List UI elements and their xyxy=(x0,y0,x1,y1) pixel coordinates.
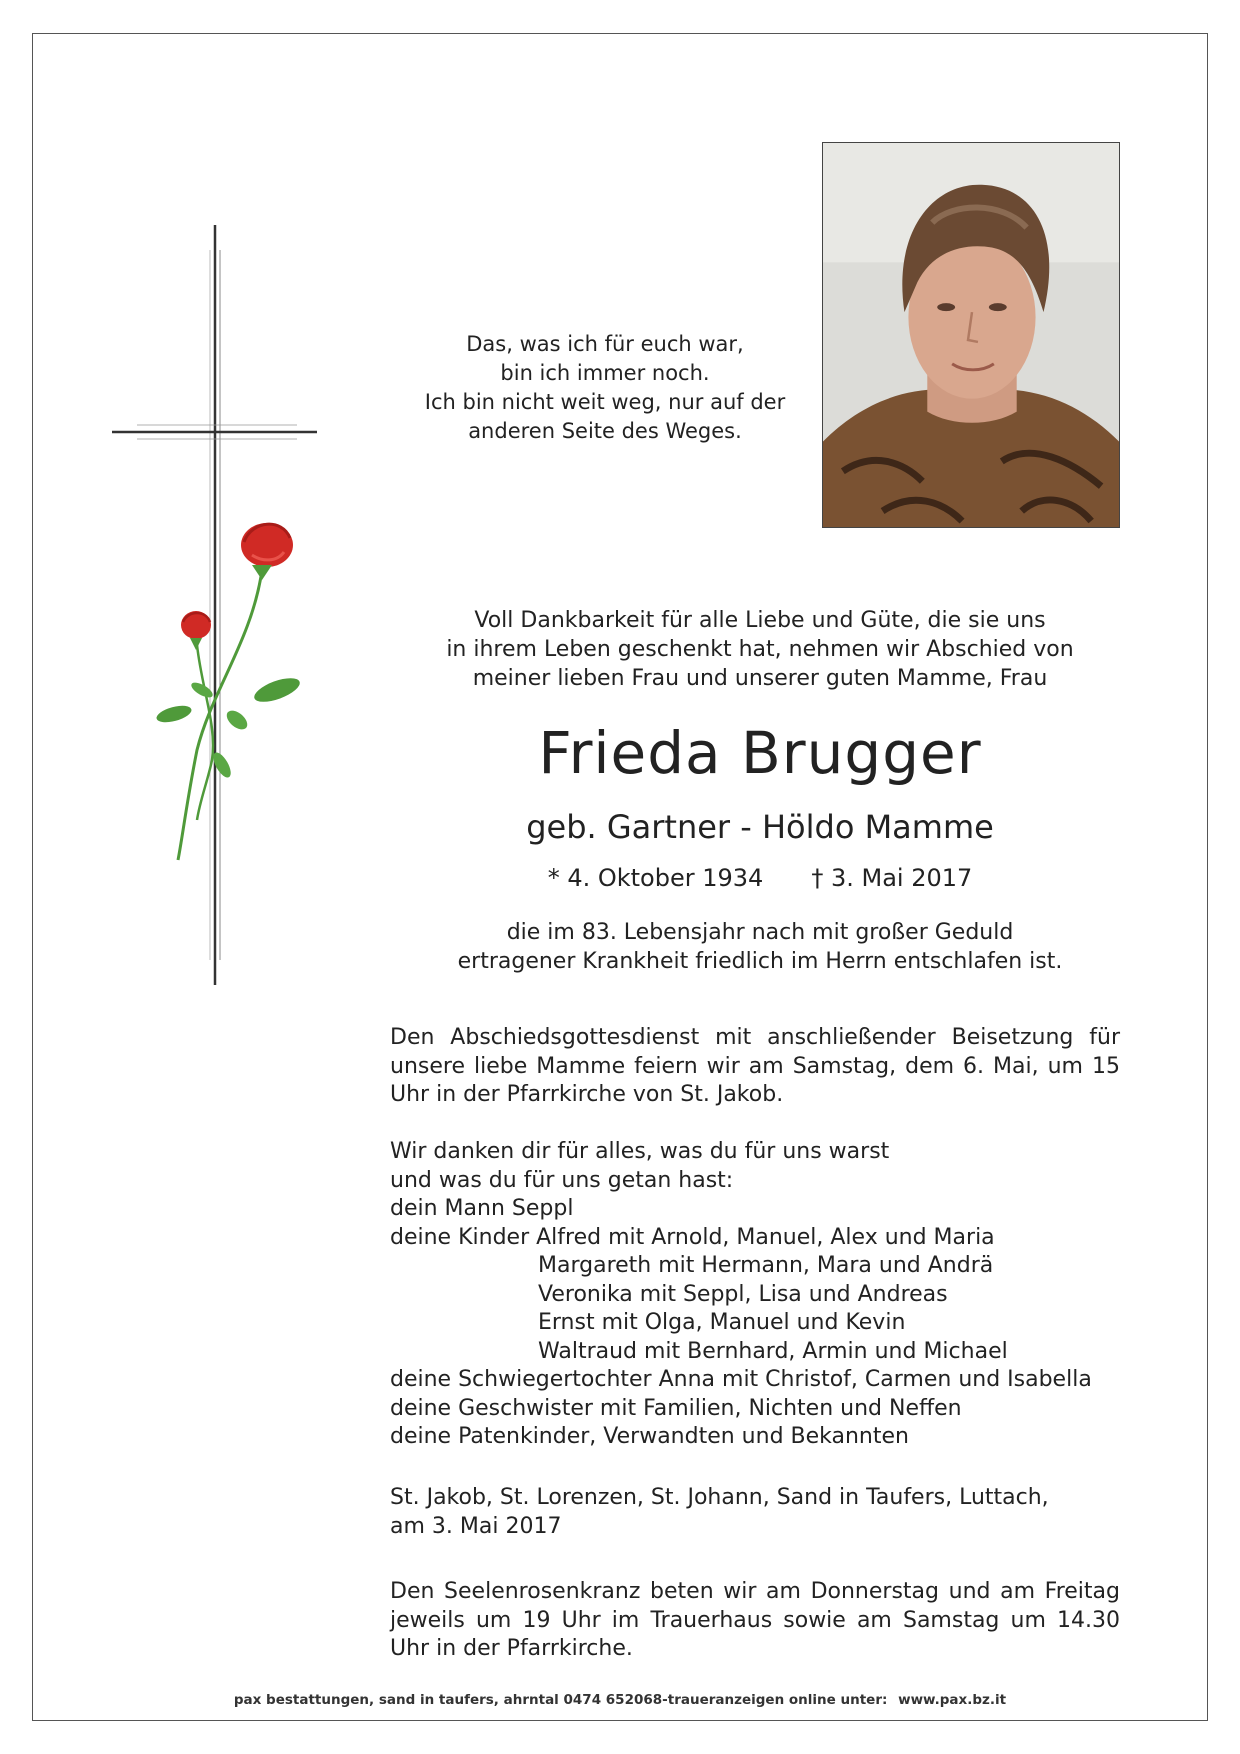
thanks-line: deine Schwiegertochter Anna mit Christof, Carmen und Isabella xyxy=(390,1367,1092,1392)
maiden-name: geb. Gartner - Höldo Mamme xyxy=(526,808,994,846)
place-and-date xyxy=(390,1484,1120,1541)
date-line: am 3. Mai 2017 xyxy=(390,1513,562,1539)
portrait-photo xyxy=(822,142,1120,528)
life-dates xyxy=(380,862,1140,894)
quote-line: anderen Seite des Weges. xyxy=(468,419,742,443)
thanks-line: dein Mann Seppl xyxy=(390,1196,574,1221)
thanks-line: und was du für uns getan hast: xyxy=(390,1167,734,1193)
death-text-line: die im 83. Lebensjahr nach mit großer Geduld xyxy=(506,920,1014,945)
thanks-line: deine Kinder Alfred mit Arnold, Manuel, Alex und Maria xyxy=(390,1224,995,1250)
cross-with-roses-image xyxy=(112,220,322,990)
deceased-name: Frieda Brugger xyxy=(538,719,982,787)
child-line: Ernst mit Olga, Manuel und Kevin xyxy=(538,1310,906,1335)
child-line: Veronika mit Seppl, Lisa und Andreas xyxy=(538,1281,948,1307)
intro-line: meiner lieben Frau und unserer guten Mamme, Frau xyxy=(472,666,1048,691)
rosary-notice: Den Seelenrosenkranz beten wir am Donnerstag und am Freitag jeweils um 19 Uhr im Trauerhaus sowie am Samstag um 14.30 Uhr in der Pfarrkirche. xyxy=(390,1579,1120,1661)
place-line: St. Jakob, St. Lorenzen, St. Johann, Sand in Taufers, Luttach, xyxy=(390,1485,1049,1510)
thanks-line: Wir danken dir für alles, was du für uns warst xyxy=(390,1139,890,1164)
footer-company: pax bestattungen, sand in taufers, ahrntal 0474 652068-traueranzeigen online unter: xyxy=(233,1692,888,1708)
thanks-line: deine Geschwister mit Familien, Nichten und Neffen xyxy=(390,1395,962,1421)
footer xyxy=(0,1692,1240,1708)
death-date: † 3. Mai 2017 xyxy=(811,864,973,892)
quote-line: bin ich immer noch. xyxy=(500,361,710,385)
intro-text xyxy=(380,606,1140,693)
thanks-list xyxy=(390,1138,1120,1452)
quote-line: Das, was ich für euch war, xyxy=(466,332,744,356)
quote xyxy=(400,330,810,446)
child-line: Margareth mit Hermann, Mara und Andrä xyxy=(538,1253,994,1278)
intro-line: Voll Dankbarkeit für alle Liebe und Güte, die sie uns xyxy=(474,608,1046,633)
child-line: Waltraud mit Bernhard, Armin und Michael xyxy=(538,1338,1008,1364)
cross-icon xyxy=(112,220,322,990)
quote-line: Ich bin nicht weit weg, nur auf der xyxy=(424,390,786,414)
birth-date: * 4. Oktober 1934 xyxy=(547,864,764,892)
footer-link[interactable]: www.pax.bz.it xyxy=(898,1692,1007,1708)
funeral-notice: Den Abschiedsgottesdienst mit anschließender Beisetzung für unsere liebe Mamme feiern wir am Samstag, dem 6. Mai, um 15 Uhr in der Pfarrkirche von St. Jakob. xyxy=(390,1025,1120,1107)
thanks-line: deine Patenkinder, Verwandten und Bekannten xyxy=(390,1424,909,1449)
death-text xyxy=(380,918,1140,976)
intro-line: in ihrem Leben geschenkt hat, nehmen wir Abschied von xyxy=(446,637,1074,662)
death-text-line: ertragener Krankheit friedlich im Herrn entschlafen ist. xyxy=(457,949,1063,974)
